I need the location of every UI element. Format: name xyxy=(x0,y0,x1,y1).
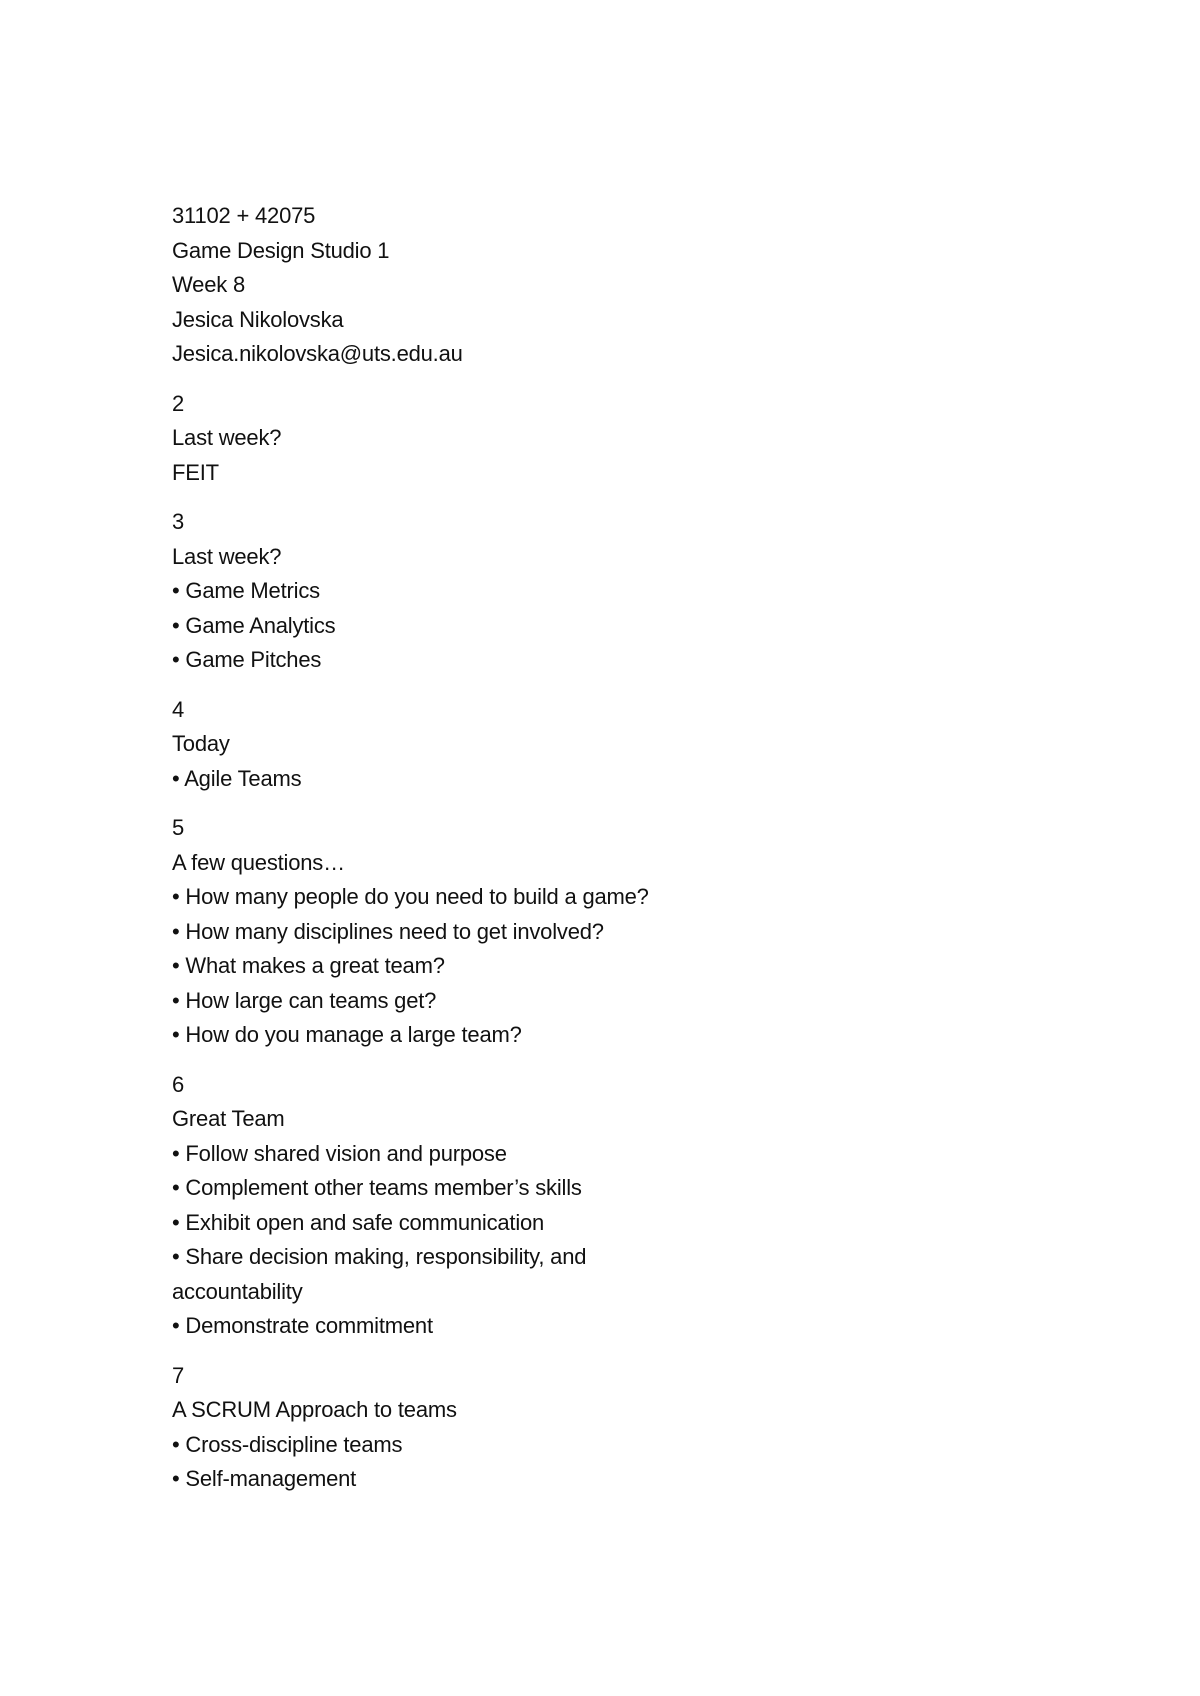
bullet-item: • Agile Teams xyxy=(172,765,302,791)
bullet-item: • How large can teams get? xyxy=(172,987,437,1013)
slide-line: A few questions… xyxy=(172,849,345,875)
week-label: Week 8 xyxy=(172,272,245,297)
slide-line: Last week? xyxy=(172,425,282,450)
bullet-item: • Cross-discipline teams xyxy=(172,1431,403,1457)
bullet-item: • Share decision making, responsibility, and accountability xyxy=(172,1244,587,1304)
slide-number: 7 xyxy=(172,1362,185,1388)
bullet-item: • How many disciplines need to get involved? xyxy=(172,918,604,944)
slide-line: A SCRUM Approach to teams xyxy=(172,1397,457,1422)
bullet-item: • Game Analytics xyxy=(172,612,336,638)
slide-number: 5 xyxy=(172,815,185,840)
bullet-item: • Demonstrate commitment xyxy=(172,1313,433,1338)
slide-line: Great Team xyxy=(172,1106,285,1131)
document-content xyxy=(172,199,1072,1497)
course-codes: 31102 + 42075 xyxy=(172,203,316,228)
bullet-item: • Follow shared vision and purpose xyxy=(172,1140,507,1166)
bullet-item: • Self-management xyxy=(172,1466,357,1491)
bullet-item: • Game Metrics xyxy=(172,578,320,603)
bullet-item: • What makes a great team? xyxy=(172,953,445,978)
bullet-item: • Complement other teams member’s skills xyxy=(172,1175,582,1200)
course-name: Game Design Studio 1 xyxy=(172,237,390,263)
slide-line: Today xyxy=(172,731,230,756)
slide-number: 3 xyxy=(172,509,185,534)
lecturer-name: Jesica Nikolovska xyxy=(172,306,344,332)
slide-line: Last week? xyxy=(172,543,282,569)
slide-line: FEIT xyxy=(172,459,219,485)
slide-number: 6 xyxy=(172,1071,185,1097)
bullet-item: • Game Pitches xyxy=(172,647,322,672)
lecturer-email: Jesica.nikolovska@uts.edu.au xyxy=(172,341,463,366)
slide-number: 4 xyxy=(172,696,185,722)
bullet-item: • How many people do you need to build a game? xyxy=(172,884,649,909)
bullet-item: • How do you manage a large team? xyxy=(172,1022,522,1047)
slide-number: 2 xyxy=(172,390,185,416)
bullet-item: • Exhibit open and safe communication xyxy=(172,1209,545,1235)
